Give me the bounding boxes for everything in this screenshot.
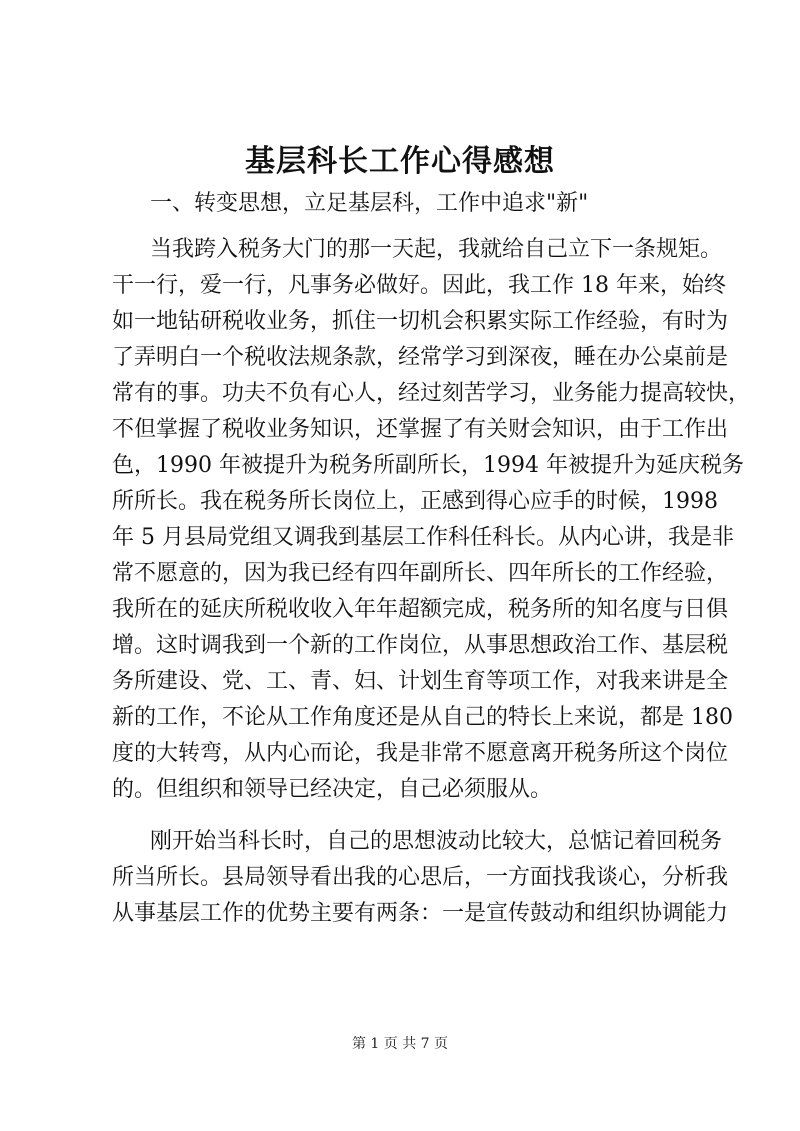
paragraph-1-line-9: 年 5 月县局党组又调我到基层工作科任科长。从内心讲，我是非 xyxy=(112,525,734,550)
paragraph-1-line-14: 新的工作，不论从工作角度还是从自己的特长上来说，都是 180 xyxy=(112,705,733,730)
paragraph-1-line-1: 当我跨入税务大门的那一天起，我就给自己立下一条规矩。 xyxy=(150,237,723,262)
paragraph-1-line-13: 务所建设、党、工、青、妇、计划生育等项工作，对我来讲是全 xyxy=(112,669,729,694)
paragraph-1-line-3: 如一地钻研税收业务，抓住一切机会积累实际工作经验，有时为 xyxy=(112,309,729,334)
paragraph-1-line-15: 度的大转弯，从内心而论，我是非常不愿意离开税务所这个岗位 xyxy=(112,741,729,766)
document-title: 基层科长工作心得感想 xyxy=(245,144,555,179)
paragraph-1-line-11: 我所在的延庆所税收收入年年超额完成，税务所的知名度与日俱 xyxy=(112,597,729,622)
paragraph-1-line-5: 常有的事。功夫不负有心人，经过刻苦学习，业务能力提高较快， xyxy=(112,381,751,406)
paragraph-2-line-2: 所当所长。县局领导看出我的心思后，一方面找我谈心，分析我 xyxy=(112,865,729,890)
paragraph-1-line-16: 的。但组织和领导已经决定，自己必须服从。 xyxy=(112,777,553,802)
paragraph-1-line-6: 不但掌握了税收业务知识，还掌握了有关财会知识，由于工作出 xyxy=(112,417,729,442)
paragraph-1-line-12: 增。这时调我到一个新的工作岗位，从事思想政治工作、基层税 xyxy=(112,633,729,658)
paragraph-2-line-3: 从事基层工作的优势主要有两条：一是宣传鼓动和组织协调能力 xyxy=(112,901,729,926)
paragraph-1-line-10: 常不愿意的，因为我已经有四年副所长、四年所长的工作经验， xyxy=(112,561,729,586)
paragraph-1-line-2: 干一行，爱一行，凡事务必做好。因此，我工作 18 年来，始终 xyxy=(112,273,726,298)
paragraph-1-line-4: 了弄明白一个税收法规条款，经常学习到深夜，睡在办公桌前是 xyxy=(112,345,729,370)
paragraph-1-line-7: 色，1990 年被提升为税务所副所长，1994 年被提升为延庆税务 xyxy=(112,453,744,478)
paragraph-2-line-1: 刚开始当科长时，自己的思想波动比较大，总惦记着回税务 xyxy=(150,829,723,854)
paragraph-1-line-8: 所所长。我在税务所长岗位上，正感到得心应手的时候，1998 xyxy=(112,489,718,514)
page-footer: 第 1 页 共 7 页 xyxy=(351,1036,449,1052)
section-heading: 一、转变思想，立足基层科，工作中追求"新" xyxy=(150,191,589,216)
